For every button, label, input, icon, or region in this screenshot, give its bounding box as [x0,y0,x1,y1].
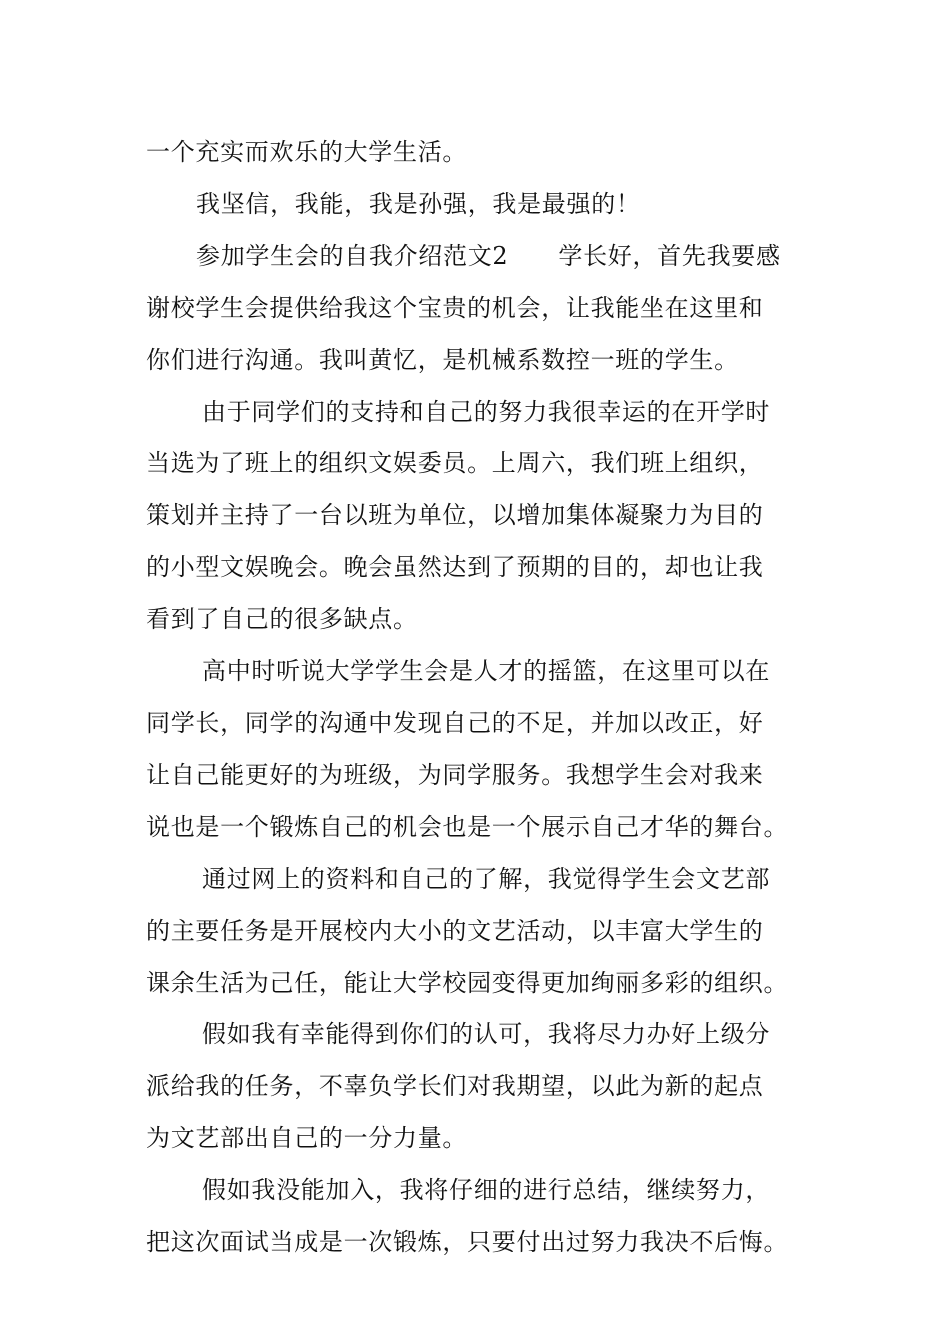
text-line: 你们进行沟通。我叫黄忆，是机械系数控一班的学生。 [146,345,739,374]
paragraph-5 [146,646,806,854]
text-line: 为文艺部出自己的一分力量。 [146,1124,468,1153]
paragraph-3 [146,231,806,387]
text-line: 同学长，同学的沟通中发现自己的不足，并加以改正，好 [146,708,764,737]
text-line: 派给我的任务，不辜负学长们对我期望，以此为新的起点 [146,1072,764,1101]
section-heading: 参加学生会的自我介绍范文2 [196,241,509,270]
text-line: 我坚信，我能，我是孙强，我是最强的！ [196,189,641,218]
text-line: 的小型文娱晚会。晚会虽然达到了预期的目的，却也让我 [146,553,764,582]
text-line: 说也是一个锻炼自己的机会也是一个展示自己才华的舞台。 [146,812,789,841]
paragraph-7 [146,1009,806,1165]
text-line: 把这次面试当成是一次锻炼，只要付出过努力我决不后悔。 [146,1228,789,1257]
document-body [146,127,806,1269]
paragraph-2 [146,179,806,231]
text-line: 高中时听说大学学生会是人才的摇篮，在这里可以在 [202,657,771,686]
text-line: 一个充实而欢乐的大学生活。 [146,138,468,166]
paragraph-8 [146,1165,806,1269]
paragraph-4 [146,387,806,647]
text-line: 让自己能更好的为班级，为同学服务。我想学生会对我来 [146,760,764,789]
text-line: 当选为了班上的组织文娱委员。上周六，我们班上组织， [146,449,764,478]
text-line: 假如我没能加入，我将仔细的进行总结，继续努力， [202,1176,771,1205]
text-line: 课余生活为己任，能让大学校园变得更加绚丽多彩的组织。 [146,968,789,997]
text-line: 由于同学们的支持和自己的努力我很幸运的在开学时 [202,397,771,426]
text-line: 通过网上的资料和自己的了解，我觉得学生会文艺部 [202,864,771,893]
paragraph-1 [146,127,806,179]
text-line: 谢校学生会提供给我这个宝贵的机会，让我能坐在这里和 [146,293,764,322]
text-line: 的主要任务是开展校内大小的文艺活动，以丰富大学生的 [146,916,764,945]
text-line: 假如我有幸能得到你们的认可，我将尽力办好上级分 [202,1020,771,1049]
text-line: 策划并主持了一台以班为单位，以增加集体凝聚力为目的 [146,501,764,530]
paragraph-6 [146,854,806,1010]
text-line: 参加学生会的自我介绍范文2 学长好，首先我要感 [196,241,781,270]
text-line: 看到了自己的很多缺点。 [146,605,418,634]
